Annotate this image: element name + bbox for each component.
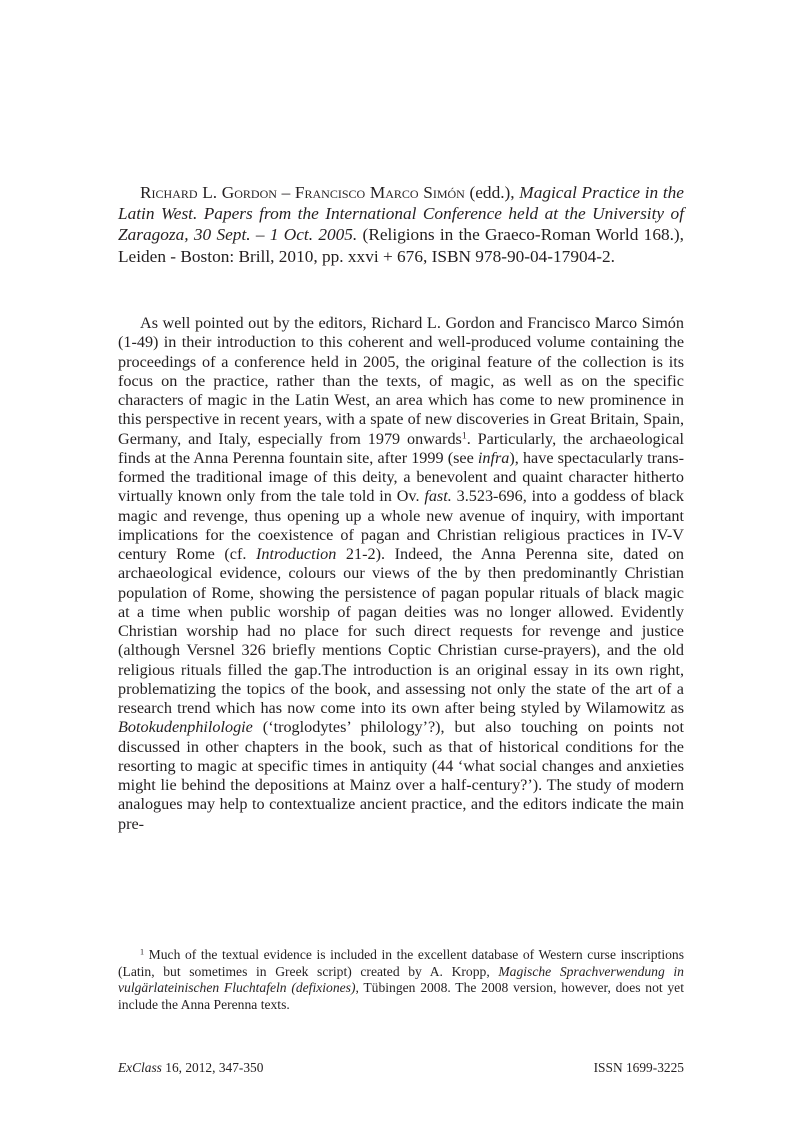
footnote-1	[118, 947, 684, 1013]
editor-role: (edd.),	[464, 183, 520, 202]
journal-citation	[118, 1060, 263, 1076]
review-bibliographic-header	[118, 182, 684, 267]
author-separator: –	[281, 183, 295, 202]
publication-details: (Religions in the Graeco-Roman World 168.), Leiden - Boston: Brill, 2010, pp. xxvi + 676, ISBN 978-90-04-17904-2.	[118, 225, 685, 266]
text-run: As well pointed out by the editors, Richard L. Gordon and Francisco Marco Simón (1-49) in their introduction to this coherent and well-produced volume containing the proceedings of a conference held in 2005, the original feature of the collection is its focus on the practice, rather than the texts, of magic, as well as on the specific characters of magic in the Latin West, an area which has come to new prominence in this perspective in recent years, with a spate of new discoveries in Great Britain, Spain, Germany, and Italy, especially from 1979 onwards	[118, 314, 684, 448]
issn: ISSN 1699-3225	[593, 1060, 684, 1075]
author-1-last: Gordon	[221, 183, 277, 202]
italic-text: Botokudenphilologie	[118, 718, 253, 737]
page-footer	[118, 1060, 684, 1076]
author-2	[295, 183, 465, 202]
italic-text: infra	[477, 448, 510, 467]
author-2-last: Marco Simón	[369, 183, 465, 202]
footnote-marker: 1	[140, 947, 145, 957]
italic-text: Introduction	[255, 545, 337, 563]
text-run: (‘troglodytes’ philology’?), but also touching on points not discussed in other chapters in the book, such as that of historical conditions for the resorting to magic at specific times in antiquity (44 ‘what social changes and anxieties might lie behind the depositions at Mainz over a half-century?’). The study of modern analogues may help to contextualize ancient practice, and the editors indicate the main pre-	[118, 718, 684, 833]
review-body-paragraph	[118, 314, 684, 834]
text-run: . Particularly, the archaeological finds at the Anna Perenna fountain site, after 1999 (see	[118, 429, 684, 467]
author-1	[140, 183, 282, 202]
book-title: Magical Practice in the Latin West. Papers from the International Conference held at the University of Zaragoza, 30 Sept. – 1 Oct. 2005.	[118, 183, 684, 245]
author-2-first: Francisco	[294, 183, 366, 202]
footnote-reference: 1	[461, 430, 467, 442]
journal-volume-pages: 16, 2012, 347-350	[161, 1060, 264, 1075]
text-run: 3.523-696, into a goddess of black magic and revenge, thus opening up a whole new avenue of inquiry, with important implications for the coexistence of pagan and Christian religious practices in IV-V century Rome (cf.	[118, 487, 684, 563]
journal-name: ExClass	[118, 1060, 162, 1075]
text-run: 21-2). Indeed, the Anna Perenna site, dated on archaeological evidence, colours our views of the by then predominantly Christian population of Rome, showing the persistence of pagan popular rituals of black magic at a time when public worship of pagan deities was no longer allowed. Evidently Christian worship had no place for such direct requests for revenge and justice (although Versnel 326 briefly mentions Coptic Christian curse-prayers), and the old religious rituals filled the gap.The introduction is an original essay in its own right, problematizing the topics of the book, and assessing not only the state of the art of a research trend which has now come into its own after being styled by Wilamowitz as	[118, 545, 685, 717]
italic-text: Magische Sprachverwendung in vulgärlateinischen Fluchtafeln (defixiones)	[118, 963, 684, 996]
author-1-first: Richard L.	[140, 183, 218, 202]
text-run: Much of the textual evidence is included in the excellent database of Western curse inscriptions (Latin, but sometimes in Greek script) created by A. Kropp,	[118, 947, 684, 979]
text-run: ), have spectacularly transformed the traditional image of this deity, a benevolent and quaint character hitherto virtually known only from the tale told in Ov.	[118, 448, 684, 506]
text-run: , Tübingen 2008. The 2008 version, however, does not yet include the Anna Perenna texts.	[118, 980, 684, 1012]
italic-text: fast.	[424, 487, 452, 506]
